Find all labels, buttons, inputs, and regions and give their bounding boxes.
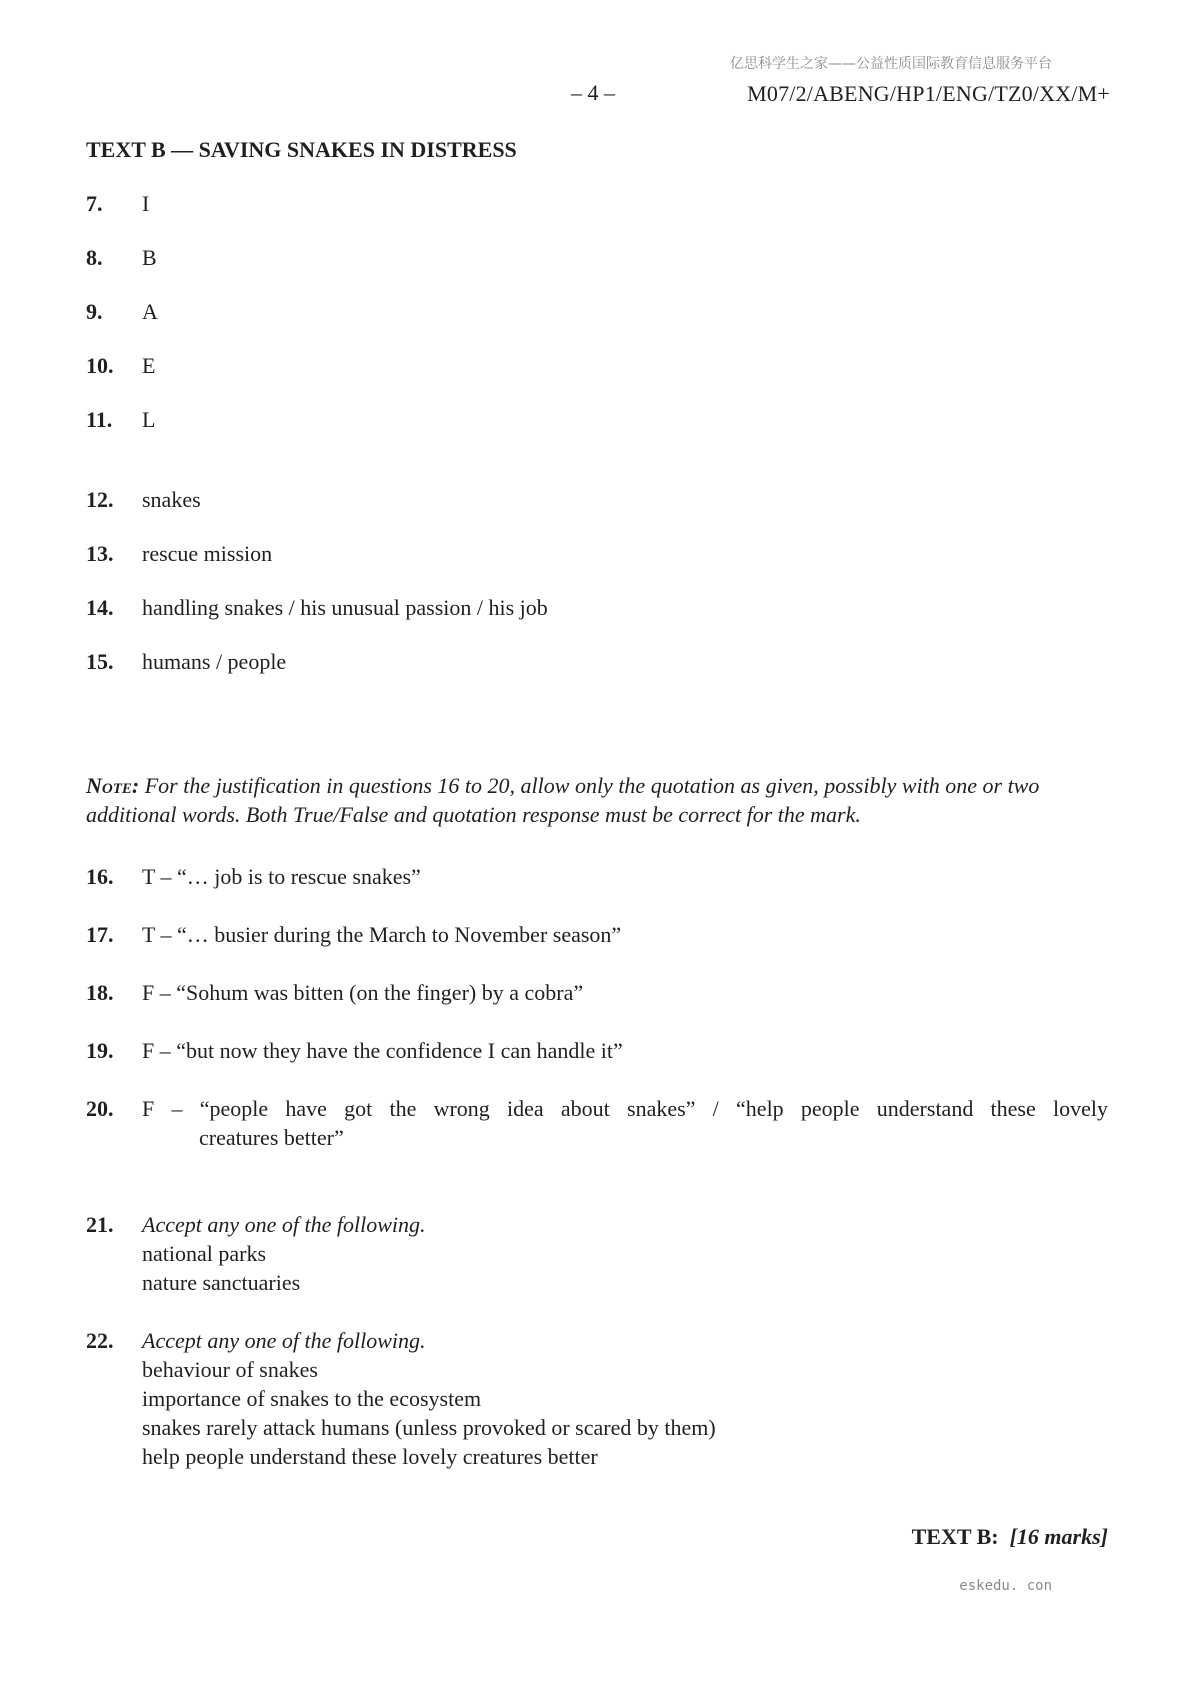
answer-text: E <box>142 353 156 378</box>
question-number: 20. <box>86 1096 114 1121</box>
answer-item <box>86 1326 1108 1471</box>
question-number: 18. <box>86 980 114 1005</box>
answer-text: B <box>142 245 157 270</box>
answer-text: handling snakes / his unusual passion / his job <box>142 595 548 620</box>
answer-intro: Accept any one of the following. <box>142 1212 426 1237</box>
answer-item <box>86 351 1108 380</box>
answer-text: L <box>142 407 156 432</box>
answer-item <box>86 1210 1108 1297</box>
answer-option: snakes rarely attack humans (unless provoked or scared by them) <box>142 1415 716 1440</box>
answer-option: importance of snakes to the ecosystem <box>142 1386 482 1411</box>
answer-item <box>86 1036 1108 1065</box>
answer-text: T – “… busier during the March to November season” <box>142 922 622 947</box>
exam-code: M07/2/ABENG/HP1/ENG/TZ0/XX/M+ <box>747 81 1110 106</box>
question-number: 8. <box>86 245 103 270</box>
watermark-header: 亿思科学生之家——公益性质国际教育信息服务平台 <box>730 56 1052 72</box>
answer-text: snakes <box>142 487 201 512</box>
answer-option: behaviour of snakes <box>142 1357 318 1382</box>
question-number: 7. <box>86 191 103 216</box>
answer-option: national parks <box>142 1241 267 1266</box>
answer-item <box>86 297 1108 326</box>
answer-text-continued: creatures better” <box>199 1125 344 1150</box>
note-label: Note: <box>86 773 140 798</box>
answer-text: rescue mission <box>142 541 273 566</box>
answer-text: F – “Sohum was bitten (on the finger) by a cobra” <box>142 980 584 1005</box>
question-number: 14. <box>86 595 114 620</box>
question-number: 9. <box>86 299 103 324</box>
question-number: 17. <box>86 922 114 947</box>
note-text: For the justification in questions 16 to 20, allow only the quotation as given, possibly with one or two additional words. Both True/False and quotation response must be correct for the mark. <box>86 773 1040 827</box>
answer-text: A <box>142 299 158 324</box>
answer-text: I <box>142 191 150 216</box>
answer-item <box>86 647 1108 676</box>
marking-note <box>86 771 1108 829</box>
question-number: 13. <box>86 541 114 566</box>
answer-item <box>86 593 1108 622</box>
question-number: 10. <box>86 353 114 378</box>
question-number: 11. <box>86 407 113 432</box>
section-total-marks <box>912 1524 1108 1550</box>
watermark-footer: eskedu. con <box>959 1578 1052 1594</box>
total-label: TEXT B: <box>911 1524 999 1549</box>
answer-text: F – “people have got the wrong idea about snakes” / “help people understand these lovely <box>142 1096 1108 1121</box>
answer-text: humans / people <box>142 649 287 674</box>
question-number: 16. <box>86 864 114 889</box>
answer-intro: Accept any one of the following. <box>142 1328 426 1353</box>
answer-text: F – “but now they have the confidence I can handle it” <box>142 1038 623 1063</box>
section-title: TEXT B — SAVING SNAKES IN DISTRESS <box>86 137 517 162</box>
page-number: – 4 – <box>571 80 615 105</box>
answer-item <box>86 920 1108 949</box>
answer-item <box>86 243 1108 272</box>
question-number: 22. <box>86 1328 114 1353</box>
answer-item <box>86 189 1108 218</box>
answer-option: help people understand these lovely creatures better <box>142 1444 598 1469</box>
answer-text: T – “… job is to rescue snakes” <box>142 864 421 889</box>
answer-item <box>86 485 1108 514</box>
answer-item <box>86 862 1108 891</box>
question-number: 21. <box>86 1212 114 1237</box>
answer-item <box>86 978 1108 1007</box>
answer-option: nature sanctuaries <box>142 1270 301 1295</box>
total-marks: [16 marks] <box>1009 1524 1108 1549</box>
question-number: 15. <box>86 649 114 674</box>
question-number: 19. <box>86 1038 114 1063</box>
question-number: 12. <box>86 487 114 512</box>
answer-item <box>86 1094 1108 1152</box>
answer-item <box>86 539 1108 568</box>
answer-item <box>86 405 1108 434</box>
